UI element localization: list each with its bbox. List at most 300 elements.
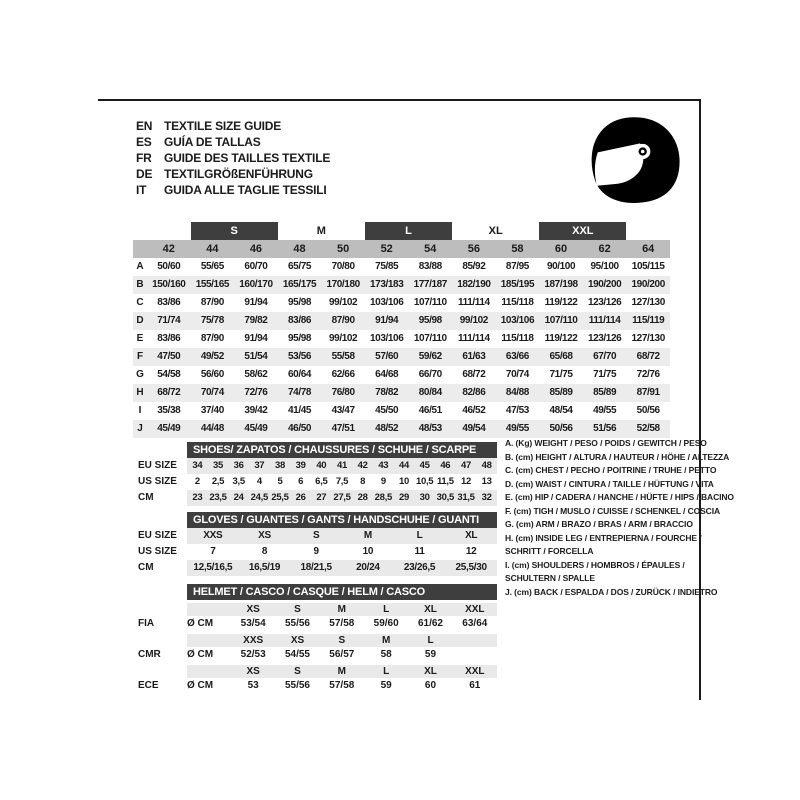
shoes-value-cell: 4	[256, 476, 262, 487]
size-cell: 190/200	[631, 279, 665, 290]
numeric-size-cell: 64	[642, 243, 655, 255]
shoes-row-label: US SIZE	[138, 476, 177, 487]
size-row-A	[133, 258, 670, 276]
size-cell: 49/55	[593, 405, 617, 416]
size-cell: 48/52	[375, 423, 399, 434]
shoes-value-cell: 30,5	[436, 492, 454, 503]
helmet-value-cell: 59/60	[373, 618, 399, 629]
measurement-legend	[505, 437, 734, 599]
size-cell: 41/45	[288, 405, 312, 416]
row-letter: G	[136, 369, 144, 380]
shoes-value-cell: 35	[213, 460, 223, 471]
size-cell: 95/98	[288, 333, 312, 344]
numeric-size-cell: 46	[249, 243, 263, 255]
size-cell: 47/51	[331, 423, 355, 434]
helmet-table-header: HELMET / CASCO / CASQUE / HELM / CASCO	[187, 584, 497, 600]
helmet-value-cell: 57/58	[329, 618, 355, 629]
size-cell: 72/76	[244, 387, 268, 398]
size-cell: 84/88	[505, 387, 529, 398]
shoes-value-cell: 24,5	[250, 492, 268, 503]
shoes-value-cell: 11,5	[436, 476, 454, 487]
numeric-size-cell: 60	[554, 243, 568, 255]
gloves-value-cell: S	[312, 530, 320, 541]
size-cell: 51/54	[244, 351, 268, 362]
size-cell: 61/63	[462, 351, 486, 362]
language-row	[136, 118, 330, 134]
shoes-value-cell: 7,5	[335, 476, 349, 487]
racing-helmet-icon	[586, 113, 685, 208]
size-row-I	[133, 402, 670, 420]
size-cell: 50/60	[157, 261, 181, 272]
size-cell: 37/40	[200, 405, 224, 416]
gloves-value-cell: 16,5/19	[248, 562, 281, 573]
gloves-value-cell: 10	[362, 546, 374, 557]
size-cell: 59/62	[418, 351, 442, 362]
size-cell: 58/62	[244, 369, 268, 380]
size-cell: 52/58	[636, 423, 660, 434]
size-cell: 119/122	[544, 333, 578, 344]
size-cell: 60/64	[288, 369, 312, 380]
gloves-row-label: CM	[138, 562, 154, 573]
shoes-value-cell: 12	[461, 476, 471, 487]
size-cell: 95/98	[288, 297, 312, 308]
gloves-row-values	[187, 528, 497, 544]
helmet-table	[138, 603, 497, 693]
size-row-E	[133, 330, 670, 348]
helmet-size-cell: XL	[424, 604, 437, 615]
shoes-row-values	[187, 458, 497, 474]
size-cell: 155/165	[195, 279, 230, 290]
size-cell: 91/94	[375, 315, 399, 326]
helmet-values-grid	[231, 616, 497, 631]
size-cell: 123/126	[587, 333, 622, 344]
size-cell: 115/118	[501, 333, 534, 344]
helmet-size-cell: S	[294, 666, 301, 677]
size-cell: 70/80	[331, 261, 355, 272]
shoes-value-cell: 43	[378, 460, 389, 471]
size-cell: 107/110	[413, 297, 447, 308]
size-row-D	[133, 312, 670, 330]
size-cell: 80/84	[418, 387, 442, 398]
helmet-size-cell: XL	[424, 666, 437, 677]
size-cell: 46/50	[288, 423, 312, 434]
language-code: EN	[136, 119, 153, 133]
size-cell: 83/86	[157, 297, 181, 308]
size-cell: 177/187	[413, 279, 447, 290]
helmet-value-cell: 56/57	[329, 649, 355, 660]
legend-line: B. (cm) HEIGHT / ALTURA / HAUTEUR / HÖHE / ALTEZZA	[505, 451, 730, 462]
size-cell: 107/110	[413, 333, 447, 344]
size-cell: 79/82	[244, 315, 268, 326]
size-cell: 68/72	[636, 351, 660, 362]
helmet-unit-label: Ø CM	[187, 680, 214, 691]
shoes-value-cell: 24	[233, 492, 244, 503]
size-cell: 78/82	[375, 387, 399, 398]
language-row	[136, 150, 330, 166]
shoes-value-cell: 41	[337, 460, 347, 471]
size-cell: 49/54	[462, 423, 486, 434]
helmet-values-row-fia	[138, 616, 497, 631]
size-cell: 82/86	[462, 387, 486, 398]
helmet-values-grid	[231, 647, 497, 662]
helmet-values-row-cmr	[138, 647, 497, 662]
helmet-size-cell: S	[338, 635, 346, 646]
size-cell: 50/56	[636, 405, 660, 416]
size-cell: 63/66	[505, 351, 529, 362]
language-row	[136, 182, 330, 198]
size-cell: 127/130	[631, 333, 665, 344]
gloves-value-cell: XL	[465, 530, 478, 541]
size-cell: 182/190	[457, 279, 491, 290]
shoes-value-cell: 28	[357, 492, 368, 503]
language-title: TEXTILE SIZE GUIDE	[164, 119, 282, 133]
row-letter: J	[137, 423, 143, 434]
size-cell: 62/66	[331, 369, 355, 380]
size-cell: 75/85	[375, 261, 399, 272]
numeric-size-cell: 56	[467, 243, 480, 255]
numeric-size-cell: 42	[162, 243, 175, 255]
helmet-value-cell: 53/54	[240, 618, 266, 629]
size-cell: 47/50	[157, 351, 181, 362]
helmet-value-cell: 61	[469, 680, 481, 691]
helmet-value-cell: 59	[380, 680, 392, 691]
row-letter: D	[136, 315, 144, 326]
size-cell: 111/114	[588, 315, 621, 326]
size-cell: 99/102	[329, 297, 358, 308]
helmet-size-cell: L	[427, 635, 434, 646]
size-cell: 65/75	[288, 261, 312, 272]
helmet-size-cell: M	[381, 635, 391, 646]
legend-line: F. (cm) TIGH / MUSLO / CUISSE / SCHENKEL / COSCIA	[505, 505, 721, 516]
gloves-row	[138, 544, 497, 560]
shoes-value-cell: 10	[399, 476, 409, 487]
legend-line: I. (cm) SHOULDERS / HOMBROS / ÉPAULES /	[505, 559, 685, 570]
shoes-value-cell: 3,5	[232, 476, 245, 487]
shoes-value-cell: 8	[360, 476, 366, 487]
shoes-value-cell: 2	[194, 476, 200, 487]
gloves-value-cell: 23/26,5	[403, 562, 436, 573]
helmet-value-cell: 58	[380, 649, 392, 660]
gloves-value-cell: 9	[313, 546, 319, 557]
shoes-row	[138, 474, 497, 490]
shoes-value-cell: 27	[316, 492, 327, 503]
language-title: GUÍA DE TALLAS	[164, 135, 261, 149]
size-cell: 85/92	[462, 261, 486, 272]
helmet-size-cell: L	[383, 604, 390, 615]
size-cell: 83/88	[418, 261, 442, 272]
size-cell: 103/106	[370, 297, 404, 308]
language-code: ES	[136, 135, 152, 149]
helmet-sizes-spacer	[187, 665, 231, 678]
shoes-value-cell: 46	[440, 460, 451, 471]
helmet-value-cell	[453, 647, 497, 662]
gloves-value-cell: XXS	[203, 530, 223, 541]
legend-line: A. (Kg) WEIGHT / PESO / POIDS / GEWITCH / PESO	[505, 438, 707, 448]
language-row	[136, 134, 330, 150]
numeric-size-cell: 54	[424, 243, 437, 255]
size-cell: 50/56	[549, 423, 573, 434]
legend-line: E. (cm) HIP / CADERA / HANCHE / HÜFTE / HIPS / BACINO	[505, 492, 734, 502]
accessory-tables	[138, 442, 497, 693]
numeric-size-cell: 62	[598, 243, 611, 255]
language-title: GUIDA ALLE TAGLIE TESSILI	[164, 183, 327, 197]
row-letter: H	[136, 387, 144, 398]
gloves-row-label: EU SIZE	[138, 530, 177, 541]
size-cell: 111/114	[458, 297, 490, 308]
gloves-value-cell: 12,5/16,5	[193, 562, 233, 573]
size-cell: 99/102	[329, 333, 358, 344]
size-cell: 47/53	[505, 405, 529, 416]
size-cell: 39/42	[244, 405, 268, 416]
size-cell: 160/170	[239, 279, 273, 290]
size-cell: 85/89	[549, 387, 573, 398]
size-cell: 115/119	[632, 315, 665, 326]
helmet-value-cell: 54/55	[284, 649, 310, 660]
size-row-H	[133, 384, 670, 402]
gloves-value-cell: 20/24	[356, 562, 380, 573]
shoes-value-cell: 10,5	[416, 476, 434, 487]
numeric-size-cell: 44	[206, 243, 219, 255]
row-letter: C	[136, 297, 144, 308]
gloves-value-cell: 7	[210, 546, 216, 557]
page-right-border	[699, 99, 701, 700]
size-cell: 99/102	[459, 315, 488, 326]
shoes-row	[138, 490, 497, 506]
helmet-size-cell: XS	[290, 635, 305, 646]
size-row-F	[133, 348, 670, 366]
size-cell: 91/94	[244, 333, 268, 344]
size-band-row	[133, 222, 670, 240]
size-band-m: M	[316, 225, 326, 237]
size-cell: 71/74	[157, 315, 181, 326]
shoes-value-cell: 6	[298, 476, 304, 487]
helmet-value-cell: 61/62	[417, 618, 443, 629]
size-cell: 68/72	[462, 369, 486, 380]
helmet-size-cell: XXS	[243, 635, 264, 646]
size-cell: 66/70	[418, 369, 442, 380]
size-cell: 49/55	[505, 423, 529, 434]
size-cell: 44/48	[200, 423, 224, 434]
gloves-value-cell: 25,5/30	[455, 562, 487, 573]
size-cell: 111/114	[458, 333, 490, 344]
size-row-C	[133, 294, 670, 312]
size-cell: 74/78	[288, 387, 312, 398]
size-cell: 45/49	[244, 423, 268, 434]
numeric-size-row	[133, 240, 670, 258]
helmet-standard-label: CMR	[138, 649, 161, 660]
size-cell: 85/89	[593, 387, 617, 398]
size-cell: 103/106	[500, 315, 535, 326]
size-cell: 72/76	[636, 369, 660, 380]
shoes-value-cell: 2,5	[211, 476, 225, 487]
shoes-value-cell: 34	[192, 460, 203, 471]
shoes-value-cell: 42	[357, 460, 368, 471]
numeric-size-cell: 58	[511, 243, 524, 255]
size-band-xxl: XXL	[539, 222, 626, 240]
shoes-value-cell: 13	[481, 476, 492, 487]
helmet-standard-label: FIA	[138, 618, 155, 629]
size-cell: 71/75	[593, 369, 617, 380]
helmet-size-cell: S	[294, 604, 301, 615]
size-cell: 46/51	[418, 405, 442, 416]
size-cell: 87/90	[200, 333, 224, 344]
language-row	[136, 166, 330, 182]
numeric-size-cell: 50	[336, 243, 350, 255]
shoes-value-cell: 27,5	[333, 492, 351, 503]
size-cell: 95/100	[590, 261, 619, 272]
language-code: FR	[136, 151, 152, 165]
gloves-row-label: US SIZE	[138, 546, 177, 557]
size-cell: 87/91	[636, 387, 660, 398]
row-letter: B	[136, 279, 144, 290]
size-cell: 165/175	[282, 279, 317, 290]
size-cell: 87/95	[505, 261, 529, 272]
size-cell: 170/180	[326, 279, 360, 290]
helmet-size-cell: XS	[246, 666, 260, 677]
shoes-value-cell: 36	[233, 460, 244, 471]
shoes-row-values	[187, 474, 497, 490]
helmet-standard-label: ECE	[138, 680, 159, 691]
size-cell: 105/115	[631, 261, 665, 272]
size-band-s: S	[191, 222, 278, 240]
shoes-value-cell: 29	[399, 492, 409, 503]
helmet-values-grid	[231, 678, 497, 693]
legend-line: J. (cm) BACK / ESPALDA / DOS / ZURÜCK / INDIETRO	[505, 586, 718, 597]
gloves-value-cell: 12	[465, 546, 477, 557]
size-cell: 150/160	[152, 279, 186, 290]
size-cell: 65/68	[549, 351, 573, 362]
size-cell: 90/100	[546, 261, 576, 272]
size-cell: 95/98	[418, 315, 442, 326]
shoes-value-cell: 26	[295, 492, 306, 503]
shoes-value-cell: 23	[192, 492, 203, 503]
size-cell: 173/183	[370, 279, 404, 290]
shoes-value-cell: 28,5	[374, 492, 392, 503]
size-cell: 68/72	[157, 387, 181, 398]
language-code: IT	[136, 183, 147, 197]
size-cell: 103/106	[370, 333, 404, 344]
language-code: DE	[136, 167, 153, 181]
shoes-row-values	[187, 490, 497, 506]
gloves-value-cell: 11	[414, 546, 425, 557]
size-cell: 83/86	[157, 333, 181, 344]
gloves-value-cell: 8	[261, 546, 268, 557]
helmet-size-cell: M	[337, 666, 346, 677]
helmet-unit-label: Ø CM	[187, 618, 214, 629]
size-cell: 48/54	[549, 405, 573, 416]
size-cell: 64/68	[375, 369, 399, 380]
helmet-size-cell: M	[337, 604, 346, 615]
size-cell: 60/70	[244, 261, 268, 272]
size-cell: 70/74	[200, 387, 224, 398]
helmet-value-cell: 57/58	[329, 680, 355, 691]
legend-line: SCHULTERN / SPALLE	[505, 573, 595, 583]
size-band-l: L	[365, 222, 452, 240]
shoes-table	[138, 458, 497, 506]
helmet-sizes-spacer	[187, 603, 231, 616]
gloves-value-cell: XS	[258, 530, 271, 541]
shoes-value-cell: 30	[419, 492, 430, 503]
gloves-table	[138, 528, 497, 576]
gloves-row	[138, 560, 497, 576]
shoes-value-cell: 23,5	[209, 492, 227, 503]
size-row-B	[133, 276, 670, 294]
size-cell: 70/74	[505, 369, 529, 380]
helmet-size-cell: XXL	[465, 604, 485, 615]
size-cell: 45/49	[157, 423, 181, 434]
size-cell: 54/58	[157, 369, 181, 380]
size-cell: 43/47	[331, 405, 355, 416]
shoes-value-cell: 9	[380, 476, 386, 487]
shoes-value-cell: 45	[419, 460, 430, 471]
legend-line: G. (cm) ARM / BRAZO / BRAS / ARM / BRACCIO	[505, 519, 693, 529]
shoes-value-cell: 44	[399, 460, 409, 471]
size-cell: 55/65	[200, 261, 224, 272]
size-cell: 67/70	[593, 351, 617, 362]
size-row-G	[133, 366, 670, 384]
size-cell: 123/126	[587, 297, 622, 308]
shoes-value-cell: 25,5	[271, 492, 289, 503]
textile-size-table	[133, 222, 670, 438]
row-letter: A	[136, 261, 144, 272]
helmet-value-cell: 60	[424, 680, 437, 691]
numeric-size-cell: 52	[380, 243, 393, 255]
size-cell: 185/195	[500, 279, 535, 290]
helmet-size-cell	[453, 634, 497, 647]
helmet-value-cell: 52/53	[240, 649, 266, 660]
shoes-value-cell: 48	[481, 460, 492, 471]
helmet-size-cell: XS	[246, 604, 260, 615]
shoes-value-cell: 40	[316, 460, 327, 471]
shoes-value-cell: 39	[295, 460, 306, 471]
helmet-unit-label: Ø CM	[187, 649, 214, 660]
legend-line: SCHRITT / FORCELLA	[505, 546, 594, 556]
row-letter: I	[138, 405, 142, 416]
helmet-value-cell: 53	[247, 680, 259, 691]
helmet-sizes-row-ece	[187, 665, 497, 678]
size-cell: 115/118	[501, 297, 534, 308]
size-cell: 119/122	[544, 297, 578, 308]
shoes-value-cell: 37	[254, 460, 265, 471]
helmet-value-cell: 63/64	[462, 618, 488, 629]
size-row-J	[133, 420, 670, 438]
size-cell: 35/38	[157, 405, 181, 416]
gloves-value-cell: M	[363, 530, 372, 541]
size-cell: 53/56	[288, 351, 312, 362]
size-cell: 87/90	[200, 297, 224, 308]
shoes-row-label: EU SIZE	[138, 460, 177, 471]
gloves-table-header: GLOVES / GUANTES / GANTS / HANDSCHUHE / GUANTI	[187, 512, 497, 528]
helmet-value-cell: 55/56	[284, 618, 310, 629]
size-cell: 127/130	[631, 297, 665, 308]
shoes-row-label: CM	[138, 492, 154, 503]
language-title-list	[136, 118, 330, 198]
size-cell: 49/52	[200, 351, 224, 362]
size-cell: 46/52	[462, 405, 486, 416]
helmet-value-cell: 55/56	[284, 680, 310, 691]
shoes-table-header: SHOES/ ZAPATOS / CHAUSSURES / SCHUHE / SCARPE	[187, 442, 497, 458]
gloves-value-cell: 18/21,5	[300, 562, 332, 573]
shoes-value-cell: 31,5	[457, 492, 475, 503]
numeric-size-cell: 48	[293, 243, 306, 255]
size-cell: 56/60	[200, 369, 224, 380]
size-cell: 190/200	[587, 279, 622, 290]
shoes-row	[138, 458, 497, 474]
size-cell: 71/75	[549, 369, 573, 380]
size-cell: 51/56	[593, 423, 617, 434]
gloves-row-values	[187, 560, 497, 576]
language-title: TEXTILGRÖßENFÜHRUNG	[164, 167, 313, 181]
